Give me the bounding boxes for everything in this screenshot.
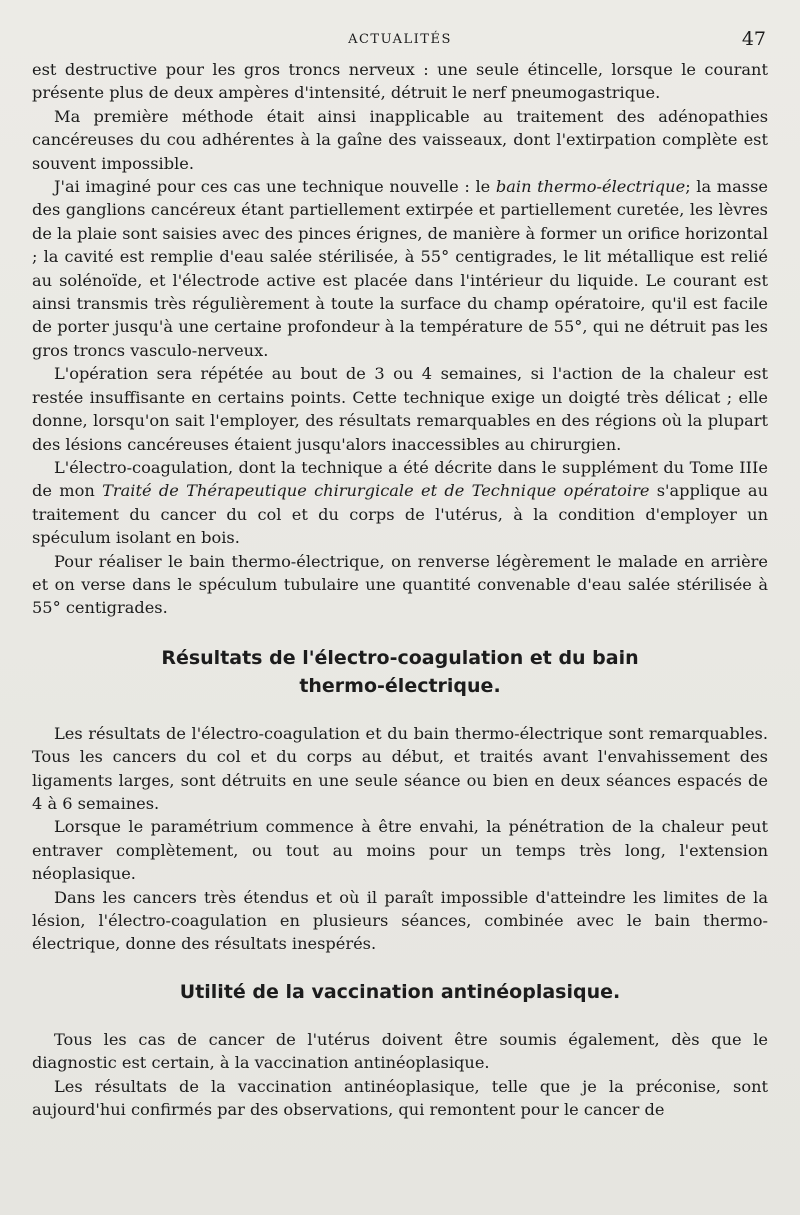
text-run: s'applique au traitement du cancer du col et du corps de l'utérus, à la condition d'employer un spéculum isolant en bois. — [32, 481, 769, 548]
paragraph — [32, 456, 768, 550]
running-title: ACTUALITÉS — [348, 32, 452, 47]
text-run: J'ai imaginé pour ces cas une technique nouvelle : le — [54, 177, 496, 197]
text-run: ; la masse des ganglions cancéreux étant partiellement extirpée et partiellement curetée, les lèvres de la plaie sont saisies avec des pinces érignes, de manière à former un orifice horizontal ; la cavité est remplie d'eau salée stérilisée, à 55° centigrades, le lit métallique est relié au solénoïde, et l'électrode active est placée dans l'intérieur du liquide. Le courant est ainsi transmis très régulièrement à toute la surface du champ opératoire, qu'il est facile de porter jusqu'à une certaine profondeur à la température de 55°, qui ne détruit pas les gros troncs vasculo-nerveux. — [32, 177, 769, 360]
section-body — [32, 1028, 768, 1122]
paragraph: Dans les cancers très étendus et où il paraît impossible d'atteindre les limites de la lésion, l'électro-coagulation en plusieurs séances, combinée avec le bain thermo-électrique, donne des résultats inespérés. — [32, 887, 768, 954]
section-heading: Utilité de la vaccination antinéoplasique. — [179, 980, 621, 1003]
paragraph: Les résultats de l'électro-coagulation et du bain thermo-électrique sont remarquables. Tous les cancers du col et du corps au début, et traités avant l'envahissement des ligaments larges, sont détruits en une seule séance ou bien en deux séances espacés de 4 à 6 semaines. — [32, 723, 768, 813]
paragraph — [32, 105, 768, 175]
page-header — [32, 28, 768, 58]
paragraph — [32, 550, 768, 620]
paragraph: Les résultats de la vaccination antinéoplasique, telle que je la préconise, sont aujourd'hui confirmés par des observations, qui remontent pour le cancer de — [32, 1076, 768, 1120]
paragraph — [32, 175, 768, 362]
italic-term: bain thermo-électrique — [495, 177, 686, 197]
text-run: L'opération sera répétée au bout de 3 ou 4 semaines, si l'action de la chaleur est restée insuffisante en certains points. Cette technique exige un doigté très délicat ; elle donne, lorsqu'on sait l'employer, des résultats remarquables en des régions où la plupart des lésions cancéreuses étaient jusqu'alors inaccessibles au chirurgien. — [32, 364, 768, 454]
paragraph — [32, 58, 768, 105]
heading-line: thermo-électrique. — [299, 674, 501, 697]
paragraph: Lorsque le paramétrium commence à être envahi, la pénétration de la chaleur peut entraver complètement, ou tout au moins pour un temps très long, l'extension néoplasique. — [32, 817, 768, 884]
text-run: Ma première méthode était ainsi inapplicable au traitement des adénopathies cancéreuses du cou adhérentes à la gaîne des vaisseaux, dont l'extirpation complète est souvent impossible. — [32, 106, 768, 173]
section-body — [32, 722, 768, 956]
page-number: 47 — [741, 28, 766, 50]
paragraph: Tous les cas de cancer de l'utérus doivent être soumis également, dès que le diagnostic est certain, à la vaccination antinéoplasique. — [32, 1029, 768, 1073]
heading-line: Résultats de l'électro-coagulation et du bain — [161, 646, 639, 669]
text-run: Pour réaliser le bain thermo-électrique, on renverse légèrement le malade en arrière et on verse dans le spéculum tubulaire une quantité convenable d'eau salée stérilisée à 55° centigrades. — [32, 551, 768, 618]
text-run: L'électro-coagulation, dont la technique a été décrite dans le supplément du Tome IIIe de mon — [32, 457, 768, 501]
body-text — [32, 58, 768, 620]
text-run: est destructive pour les gros troncs nerveux : une seule étincelle, lorsque le courant présente plus de deux ampères d'intensité, détruit le nerf pneumogastrique. — [32, 60, 768, 103]
italic-book-title: Traité de Thérapeutique chirurgicale et de Technique opératoire — [102, 481, 650, 501]
section-heading — [32, 644, 768, 700]
paragraph — [32, 362, 768, 456]
